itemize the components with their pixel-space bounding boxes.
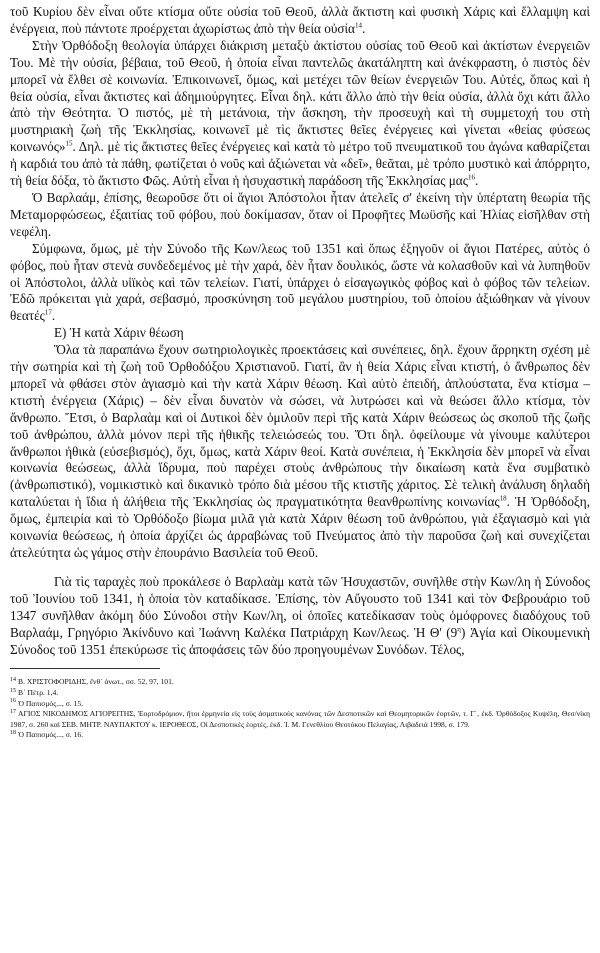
section-heading: Ε) Ἡ κατὰ Χάριν θέωση: [54, 325, 184, 341]
paragraph-text: Σύμφωνα, ὅμως, μὲ τὴν Σύνοδο τῆς Κων/λεως τοῦ 1351 καὶ ὅπως ἐξηγοῦν οἱ ἅγιοι Πατέρες, αὐτὸς ὁ φόβος, ποὺ ἦταν στενὰ συνδεδεμένος μὲ τὴν χαρά, δὲν ἦταν δουλικός, ὥστε νὰ κολασθοῦν καὶ νὰ λυπηθοῦν οἱ Ἀπόστολοι, ἀλλὰ υἱϊκὸς καὶ τῶν τελείων. Γιατί, ὑπάρχει ὁ εἰσαγωγικὸς φόβος καὶ ὁ φόβος τῶν τελείων. Ἐδῶ πρόκειται γιὰ χαρά, σεβασμό, προσκύνηση τοῦ μεγάλου μυστηρίου, τοῦ ὁποίου ἀξιώθηκαν νὰ γίνουν θεατές: [10, 240, 590, 324]
footnote-ref-18: 18: [499, 494, 507, 503]
paragraph-text: Ὁ Βαρλαάμ, ἐπίσης, θεωροῦσε ὅτι οἱ ἅγιοι Ἀπόστολοι ἦταν ἀτελεῖς σ' ἐκείνη τὴν ὑπέρτατη θεωρία τῆς Μεταμορφώσεως, ἐξαιτίας τοῦ φόβου, ποὺ δοκίμασαν, ὅταν οἱ Προφῆτες Μωϋσῆς καὶ Ἠλίας εἰσῆλθαν στὴ νεφέλη.: [10, 189, 590, 239]
footnote-16: [10, 699, 590, 710]
footnote-17: [10, 709, 590, 730]
footnote-text: Β΄ Πέτρ. 1,4.: [18, 688, 59, 698]
footnote-14: [10, 677, 590, 688]
paragraph-text: .: [474, 173, 479, 189]
paragraph-text: Γιὰ τὶς ταραχὲς ποὺ προκάλεσε ὁ Βαρλαὰμ κατὰ τῶν Ἡσυχαστῶν, συνῆλθε στὴν Κων/λη ἡ Σύνοδος τοῦ Ἰουνίου τοῦ 1341, ἡ ὁποία τὸν καταδίκασε. Ἐπίσης, τὸν Αὔγουστο τοῦ 1341 καὶ τὸν Φεβρουάριο τοῦ 1347 συνῆλθαν ἀκόμη δύο Σύνοδοι στὴν Κων/λη, οἱ ὁποῖες κατεδίκασαν τοὺς ὁμόφρονες διαδόχους τοῦ Βαρλαάμ, Γρηγόριο Ἀκίνδυνο καὶ Ἰωάννη Καλέκα Πατριάρχη Κων/λεως. Ἡ Θ' (9: [10, 573, 590, 640]
footnote-ref-14: 14: [354, 21, 362, 30]
footnote-text: Ὁ Παπισμός..., σ. 16.: [18, 730, 84, 740]
paragraph-1: τοῦ Κυρίου δὲν εἶναι οὔτε κτίσμα οὔτε οὐσία τοῦ Θεοῦ, ἀλλὰ ἄκτιστη καὶ φυσικὴ Χάρις καὶ ἔλλαμψη καὶ ἐνέργεια, ποὺ πάντοτε προέρχεται ἀχωρίστως ἀπὸ τὴν θεία οὐσία$^{14}$.: [10, 4, 590, 36]
footnote-ref-16: 16: [467, 173, 475, 182]
paragraph-text: . Δηλ. μὲ τὶς ἄκτιστες θεῖες ἐνέργειες καὶ κατὰ τὸ μέτρο τοῦ πνευματικοῦ του ἀγώνα καθαρίζεται ἡ καρδιά του ἀπὸ τὰ πάθη, φωτίζεται ὁ νοῦς καὶ ἀξιώνεται νὰ «δεῖ», θεᾶται, μὲ τρόπο μυστικὸ καὶ ἀπόρρητο, τὴ θεία δόξα, τὸ ἄκτιστο Φῶς. Αὐτὴ εἶναι ἡ ἡσυχαστικὴ παράδοση τῆς Ἐκκλησίας μας: [10, 139, 590, 189]
footnote-ref-15: 15: [65, 139, 73, 148]
footnote-15: [10, 688, 590, 699]
paragraph-text: ) Ἁγία καὶ Οἰκουμενικὴ Σύνοδος τοῦ 1351 ἐπεκύρωσε τὶς ἀποφάσεις τῶν δύο προηγουμένων Συνόδων. Τέλος,: [10, 624, 590, 657]
footnotes: [10, 677, 590, 741]
paragraph-3: [10, 190, 590, 241]
paragraph-text: .: [51, 308, 56, 324]
footnote-divider: [10, 668, 160, 669]
footnote-number: 14: [10, 676, 16, 683]
paragraph-gap: [10, 562, 590, 574]
footnote-number: 15: [10, 687, 16, 694]
footnote-text: ΑΓΙΟΣ ΝΙΚΟΔΗΜΟΣ ΑΓΙΟΡΕΙΤΗΣ, Ἑορτοδρόμιον, ἤτοι ἑρμηνεία εἰς τοὺς ἀσματικοὺς κανόνας τῶν Δεσποτικῶν καὶ Θεομητορικῶν ἑορτῶν, τ. Γ΄, ἐκδ. Ὀρθόδοξος Κυψέλη, Θεσ/νίκη 1987, σ. 260 καὶ ΣΕΒ. ΜΗΤΡ. ΝΑΥΠΑΚΤΟΥ κ. ΙΕΡΟΘΕΟΣ, Οἱ Δεσποτικὲς ἑορτές, ἐκδ. Ἱ. Μ. Γενεθλίου Θεοτόκου Πελαγίας, Λιβαδειά 1998, σ. 179.: [10, 709, 590, 729]
paragraph-text: Ὅλα τὰ παραπάνω ἔχουν σωτηριολογικὲς προεκτάσεις καὶ συνέπειες, δηλ. ἔχουν ἄρρηκτη σχέση μὲ τὴν σωτηρία καὶ τὴ ζωὴ τοῦ Ὀρθοδόξου Χριστιανοῦ. Γιατί, ἂν ἡ θεία Χάρις εἶναι κτιστή, ὁ ἄνθρωπος δὲν μπορεῖ νὰ φθάσει στὸν ἁγιασμὸ καὶ τὴν κατὰ Χάριν θέωση. Καὶ αὐτὸ ἐπειδή, ἁπλούστατα, ἕνα κτίσμα – κτιστὴ ἐνέργεια (Χάρις) – δὲν εἶναι δυνατὸν νὰ σώσει, νὰ λυτρώσει καὶ νὰ θεώσει ἄλλο κτίσμα, τὸν ἄνθρωπο. Ἔτσι, ὁ Βαρλαὰμ καὶ οἱ Δυτικοὶ δὲν ὁμιλοῦν περὶ τῆς κατὰ Χάριν θεώσεως ὡς σκοποῦ τῆς ζωῆς τοῦ ἀνθρώπου, ἀλλὰ μόνον περὶ τῆς ἠθικῆς τελειώσεώς του. Ὅτι δηλ. ὀφείλουμε νὰ γίνουμε καλύτεροι ἄνθρωποι ἠθικὰ (εὐσεβισμός), ὄχι, ὅμως, κατὰ Χάριν θεοί. Κατὰ συνέπεια, ἡ Ἐκκλησία δὲν μπορεῖ νὰ εἶναι κοινωνία θεώσεως, ἀλλὰ ἵδρυμα, ποὺ παρέχει στοὺς ἀνθρώπους τὴν δικαίωση κατὰ ἕνα συμβατικὸ (ἀνθρωπιστικό), νομικιστικὸ καὶ δικανικὸ τρόπο διὰ μέσου τῆς κτιστῆς χάριτος. Σὲ τελικὴ ἀνάλυση δηλαδὴ καταλύεται ἡ ἴδια ἡ ἀλήθεια τῆς Ἐκκλησίας ὡς πραγματικότητα θεανθρωπίνης κοινωνίας: [10, 342, 590, 510]
footnote-ref-17: 17: [44, 308, 52, 317]
footnote-text: Β. ΧΡΙΣΤΟΦΟΡΙΔΗΣ, ἔνθ᾽ ἀνωτ., σσ. 52, 97, 101.: [18, 677, 174, 687]
paragraph-5: [10, 342, 590, 562]
footnote-number: 17: [10, 708, 16, 715]
footnote-number: 18: [10, 729, 16, 736]
paragraph-text: . Ἡ Ὀρθόδοξη, ὅμως, ἐμπειρία καὶ τὸ Ὀρθόδοξο βίωμα μιλᾶ γιὰ κατὰ Χάριν θέωση τοῦ ἀνθρώπου, γιὰ ἐξαγιασμὸ καὶ γιὰ κοινωνία θεώσεως, ἡ ὁποία ἀρχίζει ὡς ἀρραβώνας τοῦ Πνεύματος ἀπὸ τὴν παροῦσα ζωὴ καὶ συνεχίζεται ἀτελεύτητα ὡς γάμος στὴν ἐπουράνιο Βασιλεία τοῦ Θεοῦ.: [10, 494, 590, 560]
paragraph-6: [10, 574, 590, 659]
paragraph-text: Στὴν Ὀρθόδοξη θεολογία ὑπάρχει διάκριση μεταξὺ ἀκτίστου οὐσίας τοῦ Θεοῦ καὶ ἀκτίστων ἐνεργειῶν Του. Μὲ τὴν οὐσία, βέβαια, τοῦ Θεοῦ, ἡ ὁποία εἶναι παντελῶς ἀκατάληπτη καὶ ἀνέκφραστη, ὁ πιστὸς δὲν μπορεῖ νὰ ἔλθει σὲ κοινωνία. Ἐπικοινωνεῖ, ὅμως, καὶ μετέχει τῶν θείων ἐνεργειῶν Του. Αὐτές, ὅπως καὶ ἡ θεία οὐσία, εἶναι ἄκτιστες καὶ ἀδημιούργητες. Εἶναι δηλ. κάτι ἄλλο ἀπὸ τὴν θεία οὐσία, ἀλλὰ ὄχι κάτι ἄλλο ἀπὸ τὴν Θεότητα. Ὁ πιστός, μὲ τὴ μετάνοια, τὴν ἄσκηση, τὴν προσευχὴ καὶ τὴ συμμετοχή του στὴ μυστηριακὴ ζωὴ τῆς Ἐκκλησίας, κοινωνεῖ μὲ τὶς ἄκτιστες θεῖες ἐνέργειες καὶ γίνεται «θείας φύσεως κοινωνός»: [10, 37, 590, 155]
footnote-number: 16: [10, 698, 16, 705]
ordinal-superscript: η: [457, 625, 461, 634]
body-text: [10, 4, 590, 658]
paragraph-text: τοῦ Κυρίου δὲν εἶναι οὔτε κτίσμα οὔτε οὐσία τοῦ Θεοῦ, ἀλλὰ ἄκτιστη καὶ φυσικὴ Χάρις καὶ ἔλλαμψη καὶ ἐνέργεια, ποὺ πάντοτε προέρχεται ἀχωρίστως ἀπὸ τὴν θεία οὐσία: [10, 4, 590, 36]
paragraph-2: [10, 38, 590, 190]
paragraph-4: [10, 241, 590, 326]
footnote-18: [10, 730, 590, 741]
footnote-text: Ὁ Παπισμός..., σ. 15.: [18, 698, 84, 708]
